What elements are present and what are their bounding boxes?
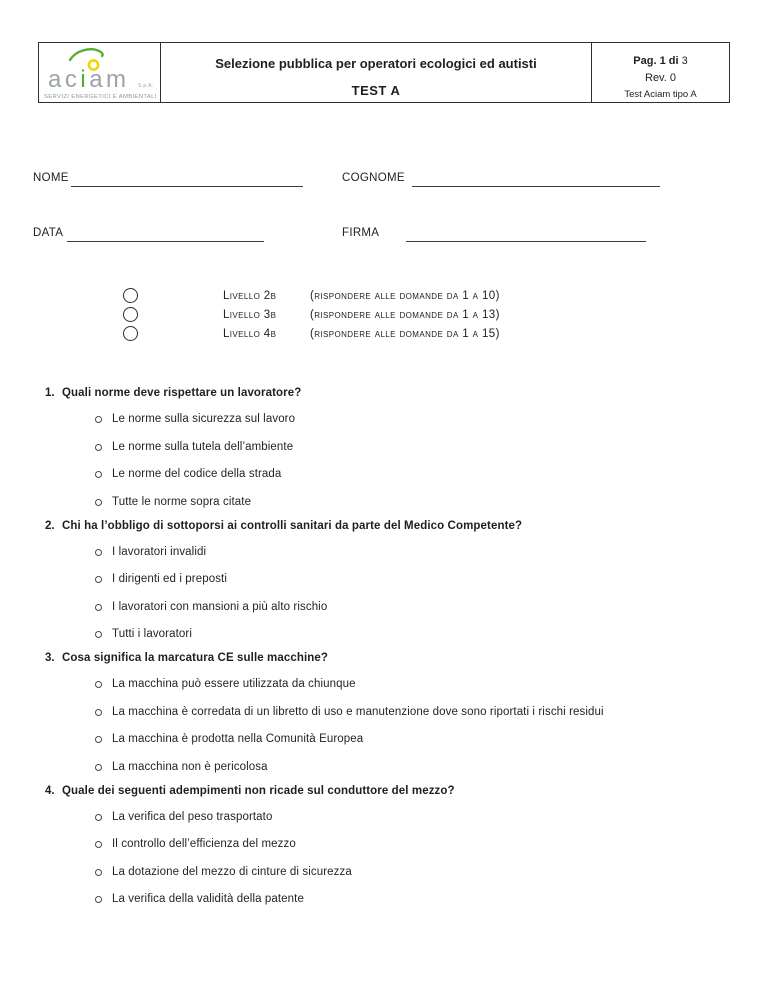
option-text: La verifica del peso trasportato [112, 810, 273, 823]
option-bullet-icon[interactable] [95, 416, 102, 423]
option-bullet-icon[interactable] [95, 869, 102, 876]
level-row [123, 305, 500, 324]
option-bullet-icon[interactable] [95, 604, 102, 611]
option-bullet-icon[interactable] [95, 814, 102, 821]
option-text: La macchina non è pericolosa [112, 760, 268, 773]
option-bullet-icon[interactable] [95, 896, 102, 903]
nome-input-line[interactable] [71, 172, 303, 187]
question-block [45, 386, 753, 510]
option-text: I lavoratori invalidi [112, 545, 207, 558]
page-indicator-bold: Pag. 1 di [633, 55, 679, 67]
question-block [45, 519, 753, 643]
data-input-line[interactable] [67, 227, 264, 242]
level-row [123, 324, 500, 343]
option-bullet-icon[interactable] [95, 549, 102, 556]
option-bullet-icon[interactable] [95, 444, 102, 451]
answer-option [95, 760, 753, 775]
level-radio-circle[interactable] [123, 288, 138, 303]
option-text: Il controllo dell’efficienza del mezzo [112, 838, 296, 850]
answer-option [95, 467, 753, 482]
doc-type-label: Test Aciam tipo A [624, 89, 697, 100]
nome-label: NOME [33, 172, 69, 184]
page-indicator-total: 3 [681, 55, 688, 67]
option-text: Tutte le norme sopra citate [112, 495, 252, 508]
level-radio-circle[interactable] [123, 326, 138, 341]
answer-option [95, 495, 753, 510]
option-bullet-icon[interactable] [95, 764, 102, 771]
answer-option [95, 545, 753, 560]
answer-option [95, 837, 753, 852]
answer-option [95, 732, 753, 747]
brand-tagline: SERVIZI ENERGETICI E AMBIENTALI [44, 94, 157, 100]
level-label: Livello 3b [223, 308, 277, 321]
option-bullet-icon[interactable] [95, 736, 102, 743]
question-title [45, 651, 753, 666]
option-text: Le norme sulla tutela dell’ambiente [112, 440, 294, 453]
answer-option [95, 412, 753, 427]
answer-option [95, 677, 753, 692]
answer-option [95, 572, 753, 587]
level-instruction: (rispondere alle domande da 1 a 15) [310, 327, 500, 340]
option-text: La macchina è corredata di un libretto di uso e manutenzione dove sono riportati i rischi residui [112, 705, 604, 718]
option-text: La macchina è prodotta nella Comunità Europea [112, 733, 364, 745]
question-title [45, 784, 753, 799]
option-text: I lavoratori con mansioni a più alto rischio [112, 600, 328, 613]
option-bullet-icon[interactable] [95, 681, 102, 688]
brand-part-i: i [80, 66, 90, 93]
question-title [45, 519, 753, 534]
question-text: Chi ha l’obbligo di sottoporsi ai controlli sanitari da parte del Medico Competente? [62, 519, 523, 532]
answer-option [95, 810, 753, 825]
questions [45, 386, 753, 916]
level-selector [123, 286, 500, 343]
question-text: Quale dei seguenti adempimenti non ricade sul conduttore del mezzo? [62, 784, 455, 797]
option-text: La macchina può essere utilizzata da chiunque [112, 678, 356, 690]
question-number: 4. [45, 784, 55, 797]
brand-part: ac [48, 66, 81, 93]
question-text: Cosa significa la marcatura CE sulle macchine? [62, 652, 329, 664]
option-bullet-icon[interactable] [95, 499, 102, 506]
document-title: Selezione pubblica per operatori ecologici ed autisti [215, 56, 537, 71]
option-text: La dotazione del mezzo di cinture di sicurezza [112, 865, 352, 878]
question-number: 2. [45, 519, 55, 532]
answer-option [95, 440, 753, 455]
answer-option [95, 627, 753, 642]
cognome-input-line[interactable] [412, 172, 660, 187]
question-block [45, 784, 753, 908]
answer-option [95, 600, 753, 615]
question-text: Quali norme deve rispettare un lavoratore? [62, 387, 302, 399]
question-block [45, 651, 753, 775]
brand-part: am [89, 66, 130, 93]
option-text: I dirigenti ed i preposti [112, 573, 228, 585]
title-cell [161, 43, 592, 102]
option-text: Tutti i lavoratori [112, 628, 192, 640]
level-label: Livello 2b [223, 289, 277, 302]
level-label: Livello 4b [223, 327, 277, 340]
firma-label: FIRMA [342, 227, 380, 239]
option-text: La verifica della validità della patente [112, 893, 304, 905]
option-bullet-icon[interactable] [95, 631, 102, 638]
brand-suffix: S.p.A. [138, 83, 154, 89]
meta-cell [592, 43, 729, 102]
option-bullet-icon[interactable] [95, 841, 102, 848]
level-instruction: (rispondere alle domande da 1 a 10) [310, 289, 500, 302]
option-text: Le norme del codice della strada [112, 468, 282, 480]
level-row [123, 286, 500, 305]
question-title [45, 386, 753, 401]
header-table [38, 42, 730, 103]
level-radio-circle[interactable] [123, 307, 138, 322]
answer-option [95, 705, 753, 720]
test-variant-label: TEST A [351, 83, 401, 98]
page-indicator [592, 53, 729, 70]
question-number: 1. [45, 387, 55, 399]
option-bullet-icon[interactable] [95, 471, 102, 478]
answer-option [95, 892, 753, 907]
cognome-label: COGNOME [342, 172, 405, 184]
answer-option [95, 865, 753, 880]
option-bullet-icon[interactable] [95, 576, 102, 583]
level-instruction: (rispondere alle domande da 1 a 13) [310, 308, 500, 321]
logo-cell [39, 43, 161, 102]
revision-indicator: Rev. 0 [645, 72, 676, 84]
question-number: 3. [45, 652, 55, 664]
option-bullet-icon[interactable] [95, 709, 102, 716]
data-label: DATA [33, 227, 64, 239]
brand-wordmark [48, 68, 130, 92]
option-text: Le norme sulla sicurezza sul lavoro [112, 413, 296, 425]
firma-input-line[interactable] [406, 227, 646, 242]
